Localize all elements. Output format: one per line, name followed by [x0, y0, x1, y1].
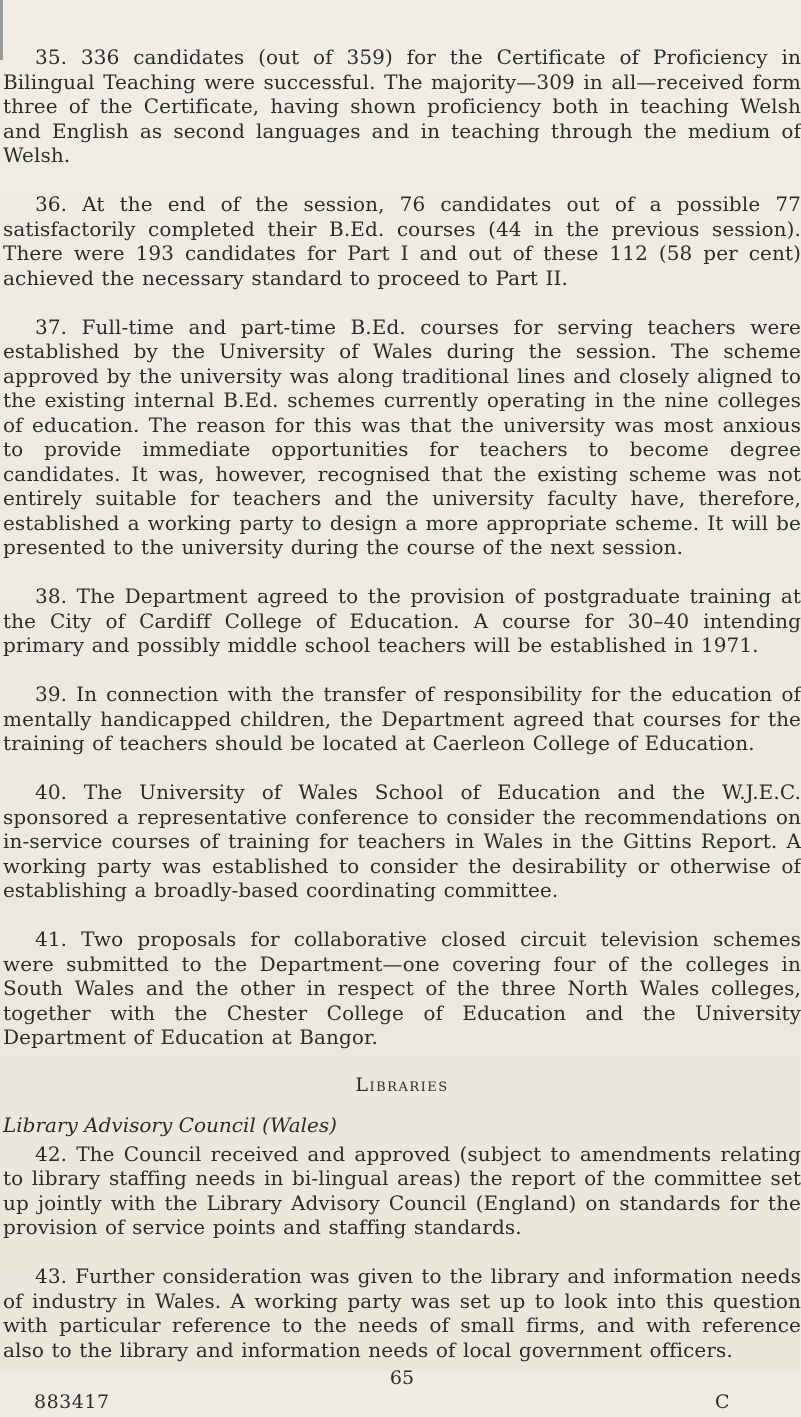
paragraph-35: 35. 336 candidates (out of 359) for the Certificate of Proficiency in Bilingual Teaching were successful. The majority—309 in all—received form three of the Certificate, having shown proficiency both in teaching Welsh and English as second languages and in teaching through the medium of Welsh.	[3, 45, 801, 167]
paragraph-36: 36. At the end of the session, 76 candidates out of a possible 77 satisfactorily completed their B.Ed. courses (44 in the previous session). There were 193 candidates for Part I and out of these 112 (58 per cent) achieved the necessary standard to proceed to Part II.	[3, 192, 801, 290]
section-heading-libraries: Libraries	[355, 1074, 449, 1096]
paragraph-37: 37. Full-time and part-time B.Ed. courses for serving teachers were established by the University of Wales during the session. The scheme approved by the university was along traditional lines and closely aligned to the existing internal B.Ed. schemes currently operating in the nine colleges of education. The reason for this was that the university was most anxious to provide immediate opportunities for teachers to become degree candidates. It was, however, recognised that the existing scheme was not entirely suitable for teachers and the university faculty have, therefore, established a working party to design a more appropriate scheme. It will be presented to the university during the course of the next session.	[3, 314, 801, 559]
signature-mark: C	[715, 1390, 730, 1413]
paragraph-41: 41. Two proposals for collaborative closed circuit television schemes were submitted to the Department—one covering four of the colleges in South Wales and the other in respect of the three North Wales colleges, together with the Chester College of Education and the University Department of Education at Bangor.	[3, 927, 801, 1049]
print-code: 883417	[34, 1390, 110, 1413]
page-number: 65	[389, 1366, 415, 1389]
page-footer	[3, 1367, 801, 1417]
page-content	[3, 45, 801, 1417]
paragraph-39: 39. In connection with the transfer of responsibility for the education of mentally handicapped children, the Department agreed that courses for the training of teachers should be located at Caerleon College of Education.	[3, 682, 801, 755]
paragraph-38: 38. The Department agreed to the provision of postgraduate training at the City of Cardiff College of Education. A course for 30–40 intending primary and possibly middle school teachers will be established in 1971.	[3, 584, 801, 657]
subsection-heading-library-council: Library Advisory Council (Wales)	[3, 1113, 337, 1137]
paragraph-42: 42. The Council received and approved (subject to amendments relating to library staffing needs in bi-lingual areas) the report of the committee set up jointly with the Library Advisory Council (England) on standards for the provision of service points and staffing standards.	[3, 1141, 801, 1239]
paragraph-40: 40. The University of Wales School of Education and the W.J.E.C. sponsored a representative conference to consider the recommendations on in-service courses of training for teachers in Wales in the Gittins Report. A working party was established to consider the desirability or otherwise of establishing a broadly-based coordinating committee.	[3, 780, 801, 902]
paragraph-43: 43. Further consideration was given to the library and information needs of industry in Wales. A working party was set up to look into this question with particular reference to the needs of small firms, and with reference also to the library and information needs of local government officers.	[3, 1264, 801, 1362]
